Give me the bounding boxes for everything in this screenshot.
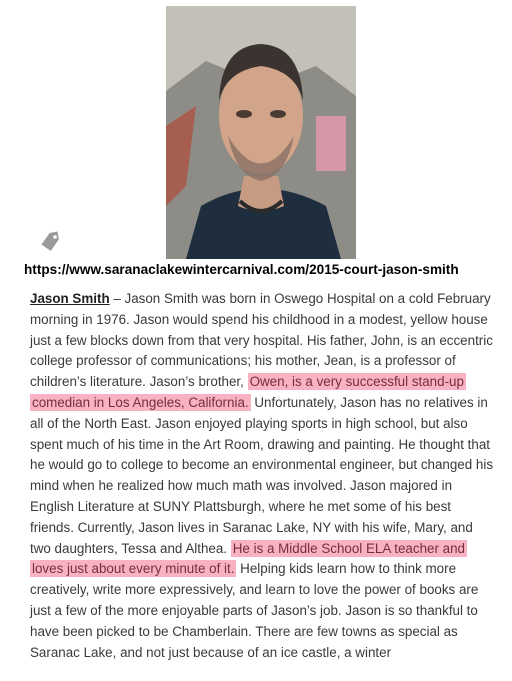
source-url: https://www.saranaclakewintercarnival.com/2015-court-jason-smith — [24, 262, 459, 277]
person-name-link[interactable]: Jason Smith — [30, 291, 110, 306]
highlight-2: He is a Middle School ELA teacher and loves just about every minute of it. — [32, 540, 465, 577]
article-text-3: Helping kids learn how to think more creatively, write more expressively, and learn to love the power of books are just a few of the more enjoyable parts of Jason’s job. Jason is so thankful to have been picked to be Chamberlain. There are few towns as special as Saranac Lake, and not just because of an ice castle, a winter — [30, 561, 479, 660]
article-text-1: – Jason Smith was born in Oswego Hospital on a cold February morning in 1976. Jason would spend his childhood in a modest, yellow house just a few blocks down from that very hospital. His father, John, is an eccentric college professor of communications; his mother, Jean, is a professor of children’s literature. Jason’s brother, — [30, 291, 493, 390]
article-body — [30, 289, 496, 663]
highlight-1: Owen, is a very successful stand-up comedian in Los Angeles, California. — [32, 374, 464, 410]
profile-photo — [166, 6, 356, 259]
price-tag-icon[interactable] — [38, 229, 62, 253]
article-text-2: Unfortunately, Jason has no relatives in all of the North East. Jason enjoyed playing sports in high school, but also spent much of his time in the Art Room, drawing and painting. He thought that he would go to college to become an environmental engineer, but changed his mind when he realized how much math was involved. Jason majored in English Literature at SUNY Plattsburgh, where he met some of his best friends. Currently, Jason lives in Saranac Lake, NY with his wife, Mary, and two daughters, Tessa and Althea. — [30, 394, 494, 556]
